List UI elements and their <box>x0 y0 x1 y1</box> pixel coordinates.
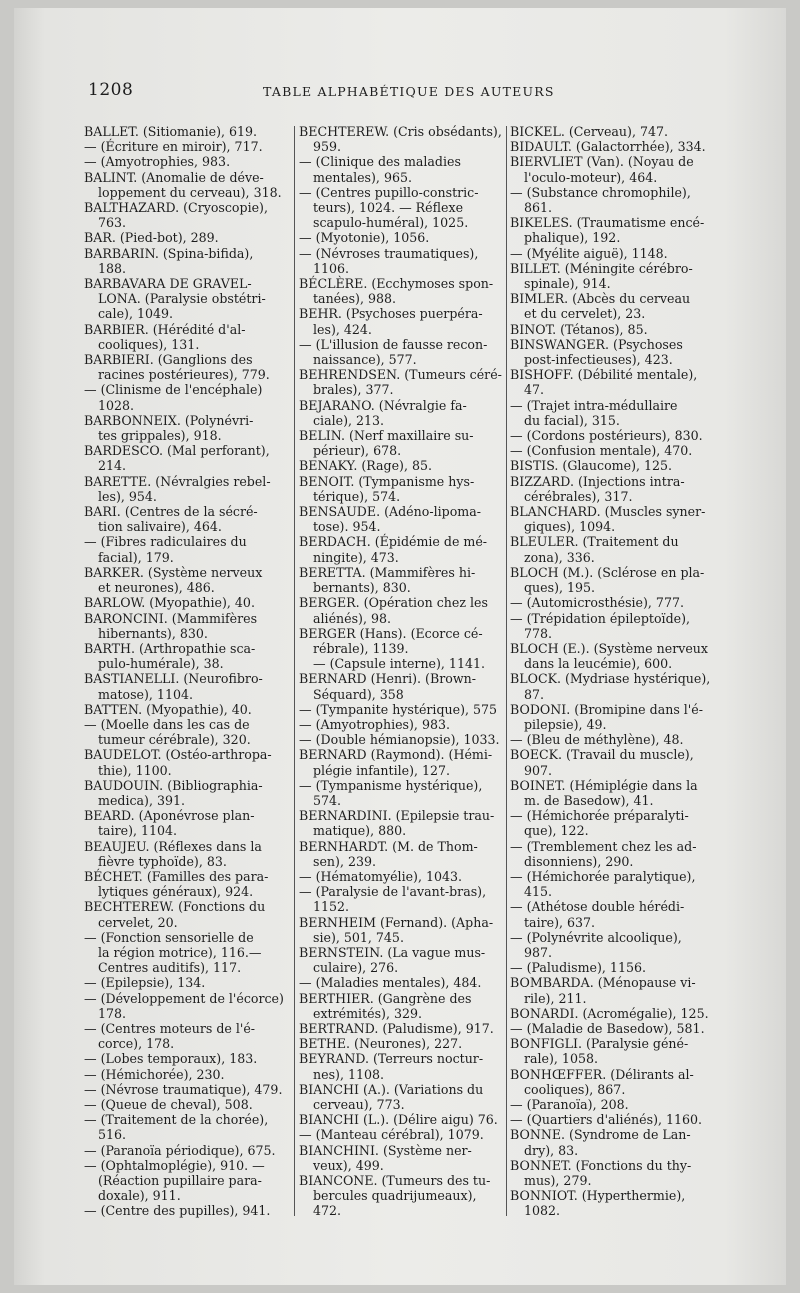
index-entry-line: BONNET. (Fonctions du thy- <box>510 1157 692 1173</box>
index-entry-line: 763. <box>98 215 127 231</box>
index-entry-line: du facial), 315. <box>524 412 620 428</box>
index-entry-line: BIANCHINI. (Système ner- <box>299 1142 472 1158</box>
index-entry-line: bernants), 830. <box>313 580 411 596</box>
index-column-3 <box>510 124 728 1219</box>
index-entry-line: BECHTEREW. (Cris obsédants), <box>299 124 502 139</box>
index-entry-line: BELIN. (Nerf maxillaire su- <box>299 428 474 444</box>
index-entry-line: — (Trépidation épileptoïde), <box>510 610 691 626</box>
index-entry-line: BERNHARDT. (M. de Thom- <box>299 838 478 854</box>
index-entry-line: — (Paranoïa), 208. <box>510 1097 629 1112</box>
index-entry-line: — (Centre des pupilles), 941. <box>84 1203 271 1219</box>
index-entry-line: BARONCINI. (Mammifères <box>84 610 258 626</box>
index-entry-line: 415. <box>524 884 553 900</box>
index-entry-line: — (Hémichorée paralytique), <box>510 868 696 884</box>
index-entry-line: et neurones), 486. <box>98 580 215 596</box>
index-entry-line: BEHR. (Psychoses puerpéra- <box>299 306 483 322</box>
index-entry-line: — (Myélite aiguë), 1148. <box>510 245 668 261</box>
index-entry-line: 188. <box>98 260 127 276</box>
index-entry-line: BIANCONE. (Tumeurs des tu- <box>299 1173 491 1189</box>
index-entry-line: BONARDI. (Acromégalie), 125. <box>510 1005 709 1021</box>
index-entry-line: sen), 239. <box>313 853 376 869</box>
index-entry-line: 959. <box>313 139 342 155</box>
index-entry-line: BIDAULT. (Galactorrhée), 334. <box>510 139 706 155</box>
index-entry-line: BIANCHI (L.). (Délire aigu) 76. <box>299 1112 498 1128</box>
index-entry-line: — (Capsule interne), 1141. <box>313 656 485 672</box>
index-entry-line: — (Quartiers d'aliénés), 1160. <box>510 1112 703 1128</box>
index-entry-line: BEARD. (Aponévrose plan- <box>84 808 255 824</box>
index-entry-line: corce), 178. <box>98 1036 175 1052</box>
index-entry-line: — (Maladies mentales), 484. <box>299 975 482 991</box>
index-entry-line: BERETTA. (Mammifères hi- <box>299 564 476 580</box>
index-entry-line: ningite), 473. <box>313 549 399 565</box>
index-entry-line: — (Epilepsie), 134. <box>84 975 206 991</box>
index-entry-line: — (Hémichorée), 230. <box>84 1066 225 1082</box>
index-entry-line: culaire), 276. <box>313 960 399 976</box>
index-entry-line: — (Hémichorée préparalyti- <box>510 808 689 824</box>
index-entry-line: BÉCLÈRE. (Ecchymoses spon- <box>299 276 494 292</box>
index-entry-line: 472. <box>313 1203 342 1219</box>
index-entry-line: tes grippales), 918. <box>98 428 222 444</box>
index-entry-line: — (Tympanisme hystérique), <box>299 777 483 793</box>
index-entry-line: BENOIT. (Tympanisme hys- <box>299 473 475 489</box>
index-entry-line: BLEULER. (Traitement du <box>510 534 679 550</box>
index-entry-line: BARBARIN. (Spina-bifida), <box>84 245 254 261</box>
index-entry-line: BLOCH (M.). (Sclérose en pla- <box>510 564 705 580</box>
index-entry-line: 87. <box>524 686 545 702</box>
index-entry-line: BARTH. (Arthropathie sca- <box>84 640 256 656</box>
index-column-1 <box>84 124 284 1219</box>
index-entry-line: — (Centres pupillo-constric- <box>299 184 479 200</box>
index-entry-line: BEHRENDSEN. (Tumeurs céré- <box>299 367 502 383</box>
index-entry-line: 47. <box>524 382 545 398</box>
index-entry-line: aliénés), 98. <box>313 610 391 626</box>
index-entry-line: BENSAUDE. (Adéno-lipoma- <box>299 504 481 520</box>
index-entry-line: BERNARDINI. (Epilepsie trau- <box>299 808 495 824</box>
index-entry-line: BASTIANELLI. (Neurofibro- <box>84 671 263 687</box>
index-entry-line: plégie infantile), 127. <box>313 762 451 778</box>
index-entry-line: et du cervelet), 23. <box>524 306 646 322</box>
index-entry-line: les), 954. <box>98 488 157 504</box>
index-entry-line: BAR. (Pied-bot), 289. <box>84 230 219 246</box>
index-entry-line: — (Ophtalmoplégie), 910. — <box>84 1157 265 1173</box>
index-entry-line: BONNE. (Syndrome de Lan- <box>510 1127 691 1143</box>
index-entry-line: — (Bleu de méthylène), 48. <box>510 732 684 748</box>
index-entry-line: 907. <box>524 762 553 778</box>
index-entry-line: cale), 1049. <box>98 306 174 322</box>
index-entry-line: 861. <box>524 200 553 216</box>
index-entry-line: — (Traitement de la chorée), <box>84 1112 269 1128</box>
index-entry-line: naissance), 577. <box>313 352 417 368</box>
index-entry-line: la région motrice), 116.— <box>98 944 262 960</box>
index-entry-line: BINOT. (Tétanos), 85. <box>510 321 648 337</box>
index-entry-line: BEYRAND. (Terreurs noctur- <box>299 1051 484 1067</box>
index-entry-line: rile), 211. <box>524 990 587 1006</box>
index-entry-line: dry), 83. <box>524 1142 579 1158</box>
index-entry-line: ciale), 213. <box>313 412 385 428</box>
index-entry-line: brales), 377. <box>313 382 394 398</box>
index-entry-line: lytiques généraux), 924. <box>98 884 254 900</box>
index-entry-line: BERNARD (Henri). (Brown- <box>299 671 476 687</box>
index-entry-line: BLANCHARD. (Muscles syner- <box>510 504 706 520</box>
index-entry-line: BONHŒFFER. (Délirants al- <box>510 1066 694 1082</box>
index-entry-line: scapulo-huméral), 1025. <box>313 215 469 231</box>
index-entry-line: que), 122. <box>524 823 589 839</box>
index-entry-line: BALLET. (Sitiomanie), 619. <box>84 124 258 139</box>
index-entry-line: rale), 1058. <box>524 1051 598 1067</box>
index-entry-line: — (Paranoïa périodique), 675. <box>84 1142 276 1158</box>
index-entry-line: ques), 195. <box>524 580 596 596</box>
index-entry-line: — (Paralysie de l'avant-bras), <box>299 884 487 900</box>
index-entry-line: BIZZARD. (Injections intra- <box>510 473 685 489</box>
index-entry-line: pilepsie), 49. <box>524 716 607 732</box>
index-entry-line: BINSWANGER. (Psychoses <box>510 336 683 352</box>
index-entry-line: 178. <box>98 1005 127 1021</box>
index-entry-line: BISHOFF. (Débilité mentale), <box>510 367 698 383</box>
index-entry-line: BOINET. (Hémiplégie dans la <box>510 777 698 793</box>
index-entry-line: — (Automicrosthésie), 777. <box>510 595 684 611</box>
book-page <box>14 8 786 1285</box>
index-entry-line: — (Centres moteurs de l'é- <box>84 1020 256 1036</box>
index-entry-line: disonniens), 290. <box>524 853 634 869</box>
index-entry-line: loppement du cerveau), 318. <box>98 184 282 200</box>
column-divider <box>294 126 295 1216</box>
index-entry-line: BIMLER. (Abcès du cerveau <box>510 291 691 307</box>
index-entry-line: cérébrales), 317. <box>524 488 633 504</box>
index-entry-line: cerveau), 773. <box>313 1097 405 1112</box>
index-entry-line: BONNIOT. (Hyperthermie), <box>510 1188 686 1204</box>
index-entry-line: BERNARD (Raymond). (Hémi- <box>299 747 493 763</box>
index-entry-line: bercules quadrijumeaux), <box>313 1188 477 1204</box>
index-entry-line: Centres auditifs), 117. <box>98 960 242 976</box>
index-entry-line: — (Névroses traumatiques), <box>299 245 479 261</box>
index-entry-line: BALTHAZARD. (Cryoscopie), <box>84 200 268 216</box>
index-entry-line: BAUDELOT. (Ostéo-arthropa- <box>84 747 272 763</box>
index-entry-line: — (Hématomyélie), 1043. <box>299 868 463 884</box>
index-entry-line: — (Manteau cérébral), 1079. <box>299 1127 484 1143</box>
index-entry-line: — (Cordons postérieurs), 830. <box>510 428 703 444</box>
index-entry-line: racines postérieures), 779. <box>98 367 270 383</box>
index-column-2 <box>299 124 502 1219</box>
index-entry-line: BARBIER. (Hérédité d'al- <box>84 321 246 337</box>
index-entry-line: mus), 279. <box>524 1173 592 1189</box>
index-entry-line: rébrale), 1139. <box>313 640 409 656</box>
index-entry-line: BERNHEIM (Fernand). (Apha- <box>299 914 494 930</box>
index-entry-line: nes), 1108. <box>313 1066 384 1082</box>
index-entry-line: 1028. <box>98 397 135 413</box>
index-entry-line: mentales), 965. <box>313 169 412 185</box>
index-entry-line: fièvre typhoïde), 83. <box>98 853 227 869</box>
index-entry-line: medica), 391. <box>98 792 186 808</box>
index-entry-line: spinale), 914. <box>524 276 611 292</box>
index-entry-line: veux), 499. <box>313 1157 384 1173</box>
index-entry-line: 214. <box>98 458 127 474</box>
index-entry-line: — (Amyotrophies, 983. <box>84 154 231 170</box>
index-entry-line: BIANCHI (A.). (Variations du <box>299 1081 484 1097</box>
index-entry-line: teurs), 1024. — Réflexe <box>313 200 464 216</box>
page-header <box>88 80 748 104</box>
index-entry-line: post-infectieuses), 423. <box>524 352 673 368</box>
index-entry-line: doxale), 911. <box>98 1188 181 1204</box>
index-entry-line: BLOCK. (Mydriase hystérique), <box>510 671 711 687</box>
index-entry-line: phalique), 192. <box>524 230 621 246</box>
index-entry-line: BLOCH (E.). (Système nerveux <box>510 640 708 656</box>
index-entry-line: BÉCHET. (Familles des para- <box>84 868 269 884</box>
index-entry-line: BIKELES. (Traumatisme encé- <box>510 215 705 231</box>
index-entry-line: cooliques), 867. <box>524 1081 626 1097</box>
index-entry-line: hibernants), 830. <box>98 625 208 641</box>
index-entry-line: — (Clinisme de l'encéphale) <box>84 382 263 398</box>
index-entry-line: matique), 880. <box>313 823 407 839</box>
index-entry-line: — (Double hémianopsie), 1033. <box>299 732 500 748</box>
index-entry-line: — (Clinique des maladies <box>299 154 461 170</box>
index-entry-line: BARETTE. (Névralgies rebel- <box>84 473 271 489</box>
index-entry-line: — (Écriture en miroir), 717. <box>84 139 263 155</box>
index-entry-line: 987. <box>524 944 553 960</box>
index-entry-line: Séquard), 358 <box>313 686 404 702</box>
index-entry-line: matose), 1104. <box>98 686 193 702</box>
index-entry-line: LONA. (Paralysie obstétri- <box>98 291 266 307</box>
index-entry-line: BARBAVARA DE GRAVEL- <box>84 276 252 292</box>
page-number: 1208 <box>88 80 134 100</box>
index-entry-line: BONFIGLI. (Paralysie géné- <box>510 1036 689 1052</box>
index-entry-line: 1152. <box>313 899 350 915</box>
index-entry-line: m. de Basedow), 41. <box>524 792 654 808</box>
index-entry-line: BERDACH. (Épidémie de mé- <box>299 534 488 550</box>
index-entry-line: BARKER. (Système nerveux <box>84 564 263 580</box>
index-entry-line: BIERVLIET (Van). (Noyau de <box>510 154 694 170</box>
index-entry-line: taire), 637. <box>524 914 596 930</box>
index-entry-line: BICKEL. (Cerveau), 747. <box>510 124 669 139</box>
index-entry-line: — (Trajet intra-médullaire <box>510 397 678 413</box>
index-entry-line: — (Athétose double hérédi- <box>510 899 685 915</box>
index-entry-line: BARBIERI. (Ganglions des <box>84 352 253 368</box>
index-entry-line: BOMBARDA. (Ménopause vi- <box>510 975 696 991</box>
index-entry-line: — (Développement de l'écorce) <box>84 990 284 1006</box>
index-entry-line: BOECK. (Travail du muscle), <box>510 747 694 763</box>
index-entry-line: — (Polynévrite alcoolique), <box>510 929 682 945</box>
index-entry-line: BENAKY. (Rage), 85. <box>299 458 432 474</box>
index-entry-line: BISTIS. (Glaucome), 125. <box>510 458 673 474</box>
index-entry-line: thie), 1100. <box>98 762 172 778</box>
index-entry-line: — (Fibres radiculaires du <box>84 534 247 550</box>
index-entry-line: — (Maladie de Basedow), 581. <box>510 1020 705 1036</box>
index-entry-line: 778. <box>524 625 553 641</box>
index-entry-line: BARLOW. (Myopathie), 40. <box>84 595 255 611</box>
index-entry-line: cervelet, 20. <box>98 914 178 930</box>
index-entry-line: BALINT. (Anomalie de déve- <box>84 169 264 185</box>
index-entry-line: — (Amyotrophies), 983. <box>299 716 450 732</box>
index-entry-line: — (Moelle dans les cas de <box>84 716 250 732</box>
index-entry-line: tion salivaire), 464. <box>98 519 222 535</box>
index-entry-line: tumeur cérébrale), 320. <box>98 732 251 748</box>
index-entry-line: — (L'illusion de fausse recon- <box>299 336 488 352</box>
index-entry-line: — (Confusion mentale), 470. <box>510 443 693 459</box>
index-entry-line: taire), 1104. <box>98 823 178 839</box>
index-entry-line: — (Tremblement chez les ad- <box>510 838 697 854</box>
index-entry-line: BERTRAND. (Paludisme), 917. <box>299 1020 494 1036</box>
index-entry-line: BEAUJEU. (Réflexes dans la <box>84 838 262 854</box>
index-entry-line: sie), 501, 745. <box>313 929 404 945</box>
index-entry-line: — (Tympanite hystérique), 575 <box>299 701 498 717</box>
index-entry-line: giques), 1094. <box>524 519 616 535</box>
index-entry-line: facial), 179. <box>98 549 174 565</box>
index-entry-line: — (Névrose traumatique), 479. <box>84 1081 283 1097</box>
index-entry-line: cooliques), 131. <box>98 336 200 352</box>
index-entry-line: BEJARANO. (Névralgie fa- <box>299 397 467 413</box>
index-entry-line: BATTEN. (Myopathie), 40. <box>84 701 252 717</box>
index-entry-line: tose). 954. <box>313 519 381 535</box>
index-entry-line: dans la leucémie), 600. <box>524 656 673 672</box>
index-entry-line: BARBONNEIX. (Polynévri- <box>84 412 254 428</box>
index-entry-line: zona), 336. <box>524 549 595 565</box>
running-title: TABLE ALPHABÉTIQUE DES AUTEURS <box>263 84 555 99</box>
index-entry-line: périeur), 678. <box>313 443 402 459</box>
index-entry-line: BETHE. (Neurones), 227. <box>299 1036 463 1052</box>
index-entry-line: 1082. <box>524 1203 561 1219</box>
index-entry-line: extrémités), 329. <box>313 1005 422 1021</box>
column-divider <box>506 126 507 1216</box>
index-entry-line: 574. <box>313 792 342 808</box>
index-entry-line: 516. <box>98 1127 127 1143</box>
index-entry-line: BERNSTEIN. (La vague mus- <box>299 944 486 960</box>
index-entry-line: l'oculo-moteur), 464. <box>524 169 658 185</box>
index-entry-line: BECHTEREW. (Fonctions du <box>84 899 266 915</box>
index-entry-line: — (Myotonie), 1056. <box>299 230 430 246</box>
index-entry-line: — (Paludisme), 1156. <box>510 960 646 976</box>
index-entry-line: 1106. <box>313 260 350 276</box>
index-entry-line: tanées), 988. <box>313 291 397 307</box>
index-entry-line: — (Queue de cheval), 508. <box>84 1097 253 1112</box>
index-entry-line: — (Lobes temporaux), 183. <box>84 1051 258 1067</box>
index-entry-line: BAUDOUIN. (Bibliographia- <box>84 777 263 793</box>
index-entry-line: BERTHIER. (Gangrène des <box>299 990 472 1006</box>
index-entry-line: BARI. (Centres de la sécré- <box>84 504 258 520</box>
index-entry-line: — (Fonction sensorielle de <box>84 929 254 945</box>
index-entry-line: BARDESCO. (Mal perforant), <box>84 443 270 459</box>
index-entry-line: BERGER. (Opération chez les <box>299 595 488 611</box>
index-entry-line: les), 424. <box>313 321 372 337</box>
index-entry-line: pulo-humérale), 38. <box>98 656 224 672</box>
index-entry-line: BILLET. (Méningite cérébro- <box>510 260 693 276</box>
index-entry-line: BERGER (Hans). (Ecorce cé- <box>299 625 483 641</box>
index-entry-line: BODONI. (Bromipine dans l'é- <box>510 701 703 717</box>
index-entry-line: térique), 574. <box>313 488 401 504</box>
index-entry-line: (Réaction pupillaire para- <box>98 1173 262 1189</box>
index-entry-line: — (Substance chromophile), <box>510 184 691 200</box>
